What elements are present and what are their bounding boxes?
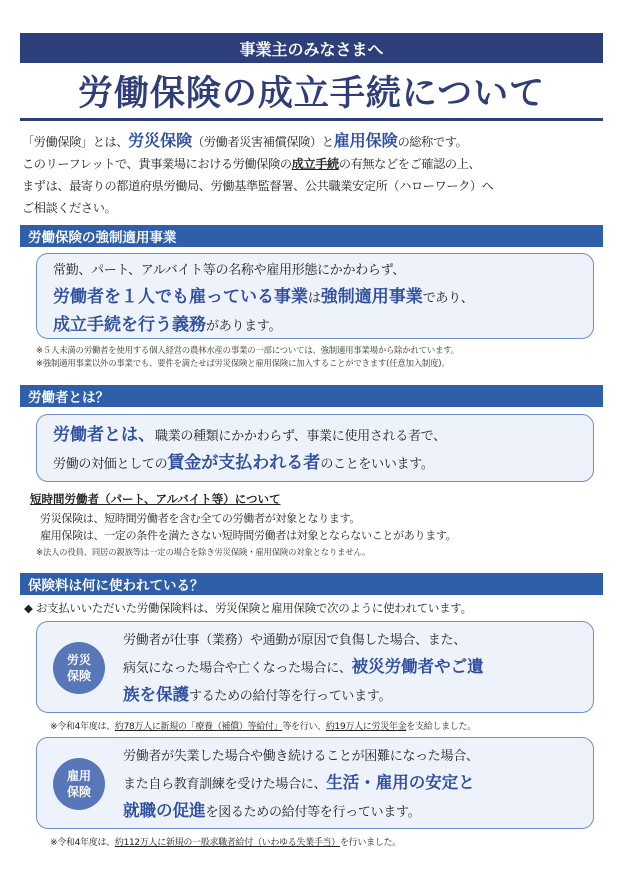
- emphasis: 成立手続を行う義務: [53, 315, 206, 335]
- text: 病気になった場合や亡くなった場合に、: [123, 661, 352, 676]
- emphasis: 労働者を１人でも雇っている事業: [53, 287, 308, 307]
- underlined-text: 約78万人に新規の「療養（補償）等給付」: [114, 722, 283, 732]
- underlined-text: 約19万人に労災年金: [325, 722, 407, 732]
- premium-use-intro: ◆ お支払いいただいた労働保険料は、労災保険と雇用保険で次のように使われています。: [24, 601, 472, 615]
- text: を行いました。: [339, 838, 401, 848]
- compulsory-line-1: 常勤、パート、アルバイト等の名称や雇用形態にかかわらず、: [53, 263, 405, 278]
- worker-line-1: [53, 422, 446, 450]
- intro-text: の総称です。: [397, 135, 468, 149]
- worker-text: [53, 422, 446, 478]
- worker-note: ※法人の役員、同居の親族等は一定の場合を除き労災保険・雇用保険の対象となりません。: [36, 547, 371, 557]
- part-time-text-2: 雇用保険は、一定の条件を満たさない短時間労働者は対象とならないことがあります。: [40, 529, 457, 542]
- emphasis: 労働者とは、: [53, 425, 155, 445]
- rousai-box: [36, 621, 594, 713]
- badge-text: 保険: [66, 669, 91, 683]
- title-divider: [20, 118, 603, 121]
- part-time-text-1: 労災保険は、短時間労働者を含む全ての労働者が対象となります。: [40, 512, 361, 525]
- intro-line-2: [22, 153, 607, 175]
- koyou-box: [36, 737, 594, 829]
- koyou-line-1: 労働者が失業した場合や働き続けることが困難になった場合、: [123, 749, 479, 764]
- audience-banner: 事業主のみなさまへ: [20, 33, 603, 63]
- section-heading-premium-use: 保険料は何に使われている？: [20, 573, 603, 595]
- rousai-line-2: [123, 654, 484, 682]
- text: は: [308, 291, 321, 306]
- rousai-keyword: 労災保険: [128, 131, 193, 150]
- section-heading-worker: 労働者とは？: [20, 385, 603, 407]
- koyou-line-3: [123, 798, 479, 826]
- rousai-line-3: [123, 682, 484, 710]
- worker-box: [36, 414, 594, 482]
- worker-line-2: [53, 450, 446, 478]
- intro-text: の有無などをご確認の上、: [338, 157, 481, 171]
- page-title: 労働保険の成立手続について: [77, 74, 546, 114]
- emphasis: 強制適用事業: [320, 287, 423, 307]
- text: ※令和4年度は、: [50, 838, 115, 848]
- intro-text: 「労働保険」とは、: [22, 135, 129, 149]
- text: のことをいいます。: [320, 457, 434, 472]
- rousai-badge: [53, 642, 105, 694]
- text: 等を行い、: [282, 722, 326, 732]
- badge-text: 労災: [66, 653, 91, 667]
- underlined-text: 約112万人に新規の一般求職者給付（いわゆる失業手当）: [114, 838, 340, 848]
- intro-line-3: まずは、最寄りの都道府県労働局、労働基準監督署、公共職業安定所（ハローワーク）へ: [22, 179, 494, 193]
- compulsory-line-3: [53, 312, 474, 340]
- intro-line-1: [22, 130, 607, 153]
- koyou-keyword: 雇用保険: [333, 131, 398, 150]
- text: ※令和4年度は、: [50, 722, 115, 732]
- text: があります。: [206, 319, 282, 334]
- emphasis: 被災労働者やご遺: [351, 657, 484, 676]
- seiritsu-keyword: 成立手続: [291, 157, 339, 171]
- compulsory-text: [53, 258, 474, 340]
- text: を図るための給付等を行っています。: [205, 805, 421, 820]
- intro-line-4: ご相談ください。: [22, 201, 117, 215]
- compulsory-box: [36, 253, 594, 339]
- intro-text: このリーフレットで、貴事業場における労働保険の: [22, 157, 292, 171]
- text: するための給付等を行っています。: [189, 689, 392, 704]
- compulsory-note-1: ※５人未満の労働者を使用する個人経営の農林水産の事業の一部については、強制適用事業場から除かれています。: [36, 345, 459, 355]
- part-time-heading: 短時間労働者（パート、アルバイト等）について: [30, 492, 281, 506]
- koyou-badge: [53, 758, 105, 810]
- emphasis: 就職の促進: [123, 801, 206, 820]
- badge-text: 雇用: [66, 769, 91, 783]
- compulsory-line-2: [53, 284, 474, 312]
- koyou-line-2: [123, 770, 479, 798]
- rousai-footnote: [50, 719, 476, 732]
- koyou-text: [123, 744, 479, 826]
- rousai-line-1: 労働者が仕事（業務）や通勤が原因で負傷した場合、また、: [123, 633, 466, 648]
- text: を支給しました。: [406, 722, 476, 732]
- compulsory-note-2: ※強制適用事業以外の事業でも、要件を満たせば労災保険と雇用保険に加入することができます(任意加入制度)。: [36, 358, 450, 368]
- emphasis: 生活・雇用の安定と: [326, 773, 475, 792]
- section-heading-compulsory: 労働保険の強制適用事業: [20, 225, 603, 247]
- text: 労働の対価としての: [53, 457, 168, 472]
- rousai-text: [123, 628, 484, 710]
- intro-text: （労働者災害補償保険）と: [192, 135, 334, 149]
- text: また自ら教育訓練を受けた場合に、: [123, 777, 327, 792]
- emphasis: 賃金が支払われる者: [167, 453, 321, 473]
- intro-paragraph: [22, 130, 607, 219]
- koyou-footnote: [50, 835, 401, 848]
- text: 職業の種類にかかわらず、事業に使用される者で、: [155, 429, 446, 444]
- text: であり、: [422, 291, 474, 306]
- badge-text: 保険: [66, 785, 91, 799]
- emphasis: 族を保護: [123, 685, 189, 704]
